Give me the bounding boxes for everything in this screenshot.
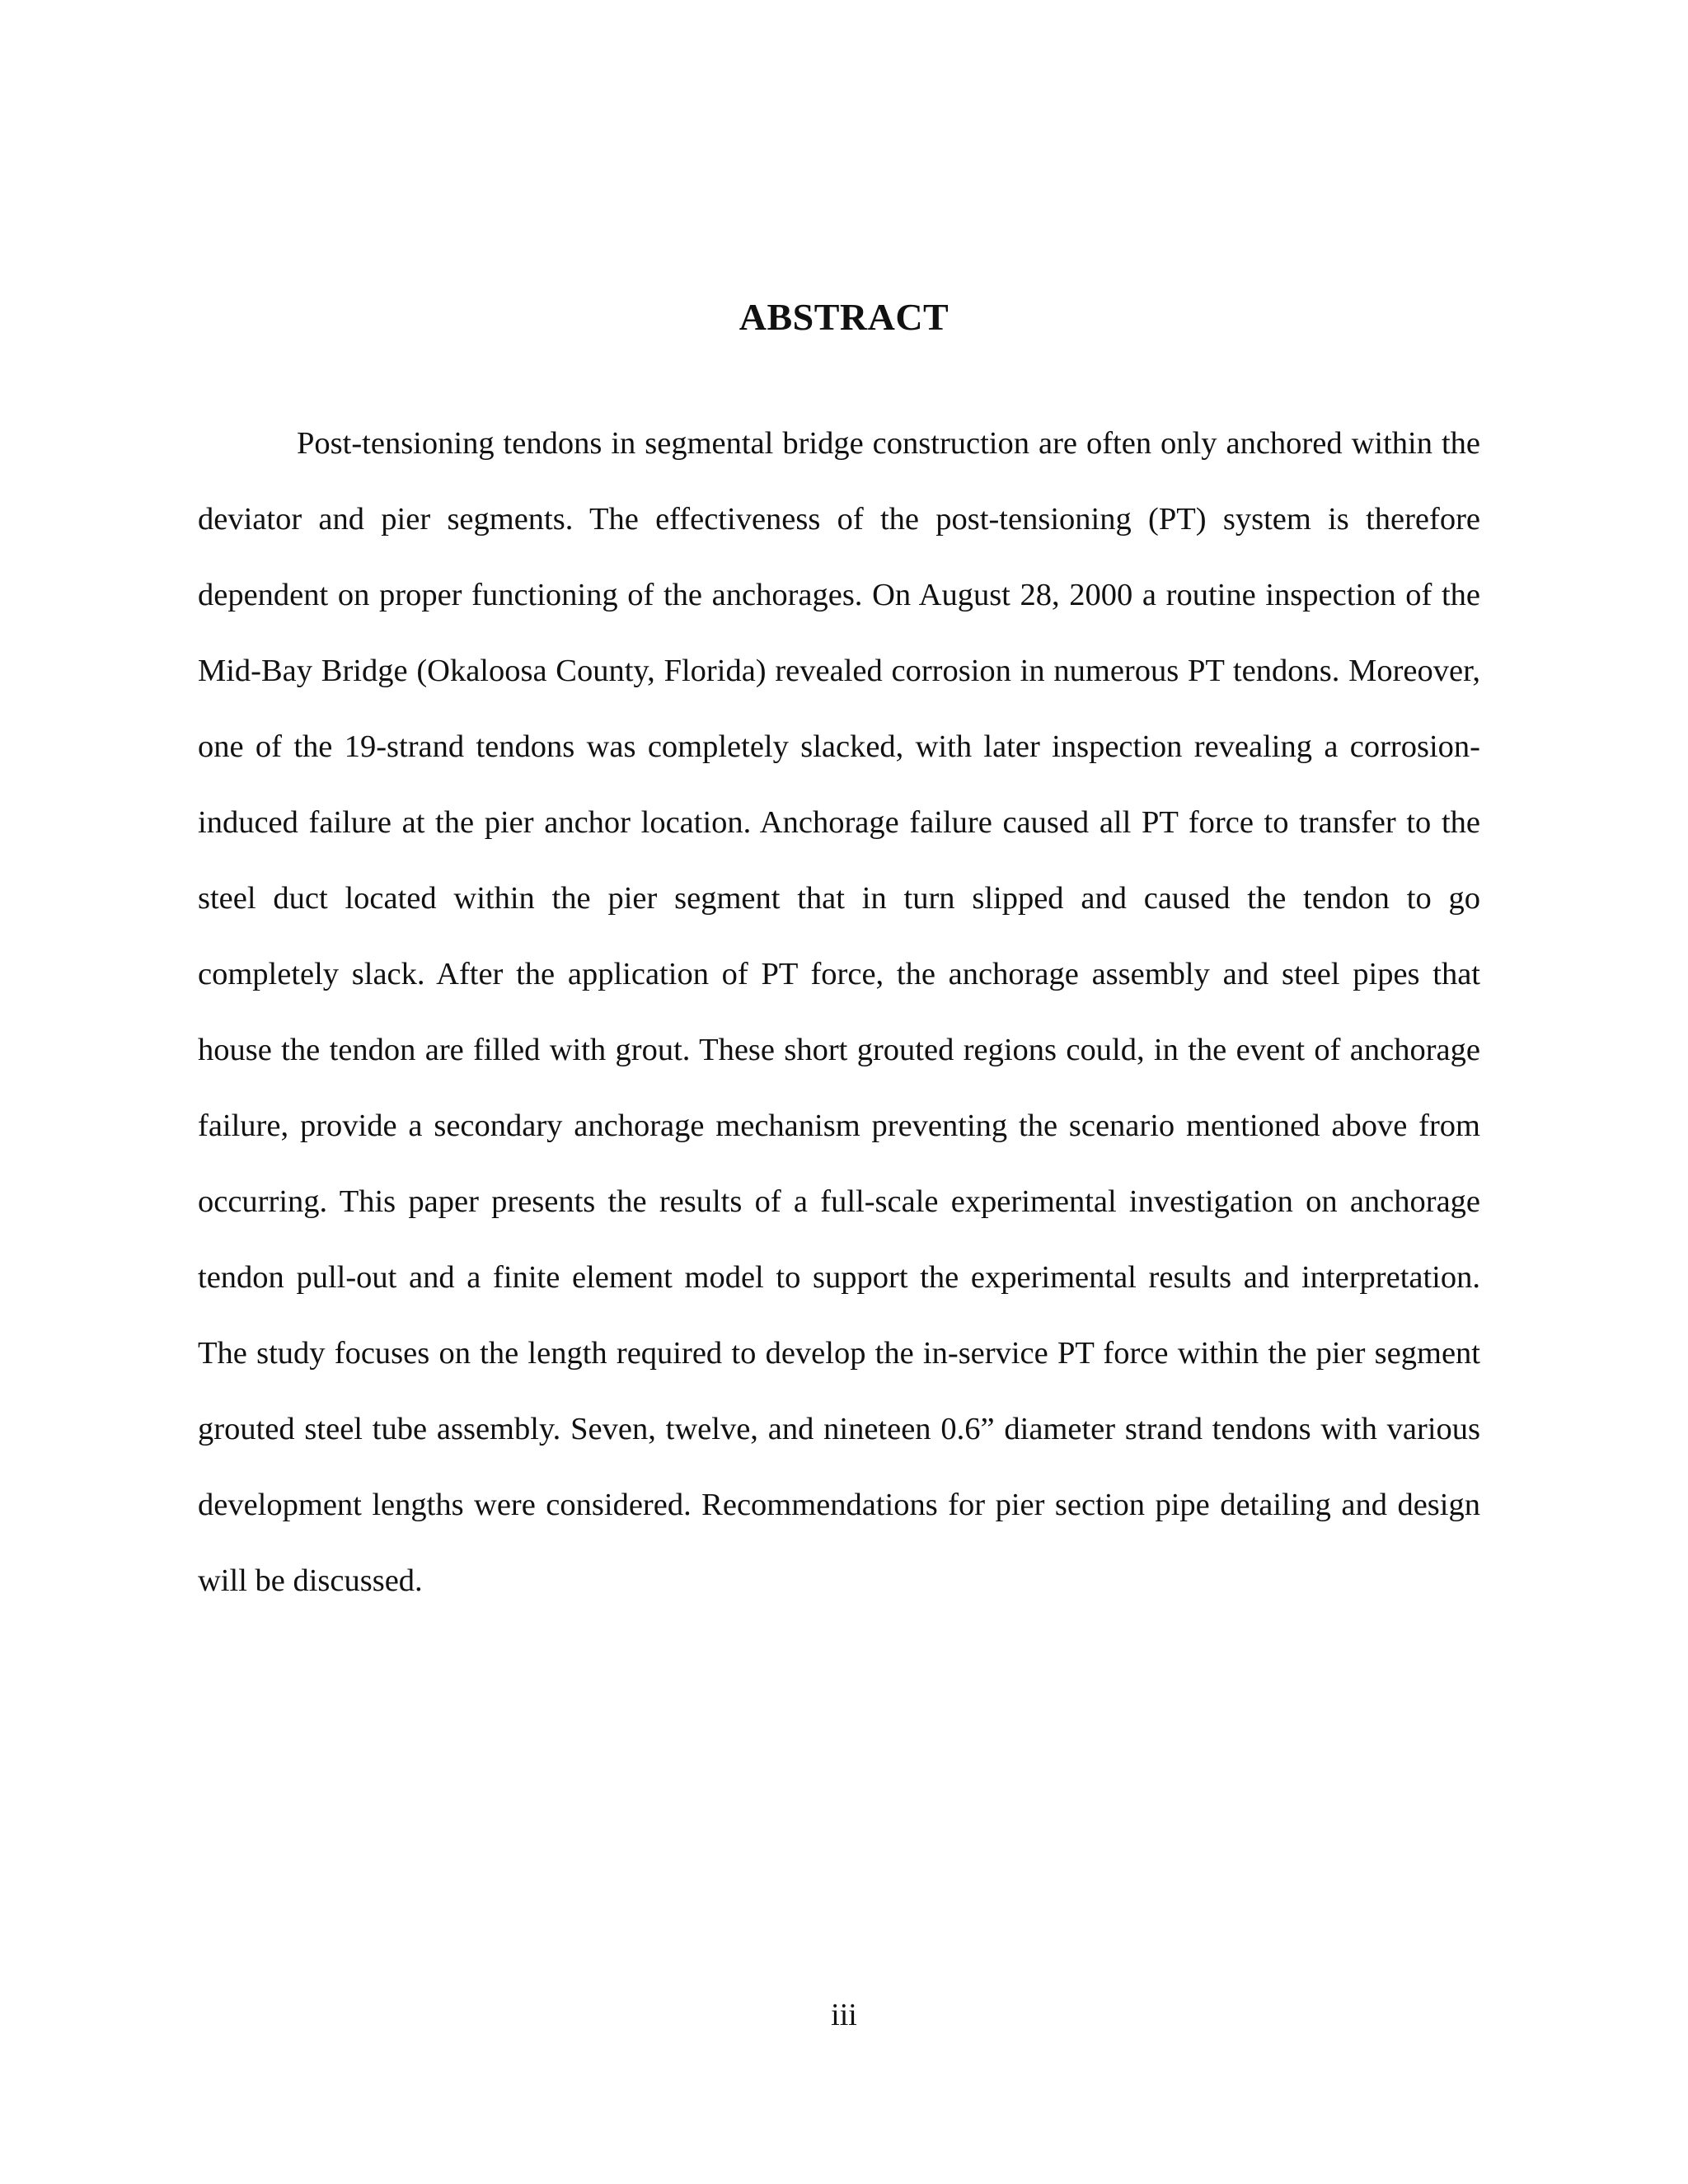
page-title: ABSTRACT — [738, 296, 950, 338]
abstract-paragraph: Post-tensioning tendons in segmental bridge construction are often only anchored within the deviator and pier segments. The effectiveness of the post-tensioning (PT) system is therefore dependent on proper functioning of the anchorages. On August 28, 2000 a routine inspection of the Mid-Bay Bridge (Okaloosa County, Florida) revealed corrosion in numerous PT tendons. Moreover, one of the 19-strand tendons was completely slacked, with later inspection revealing a corrosion-induced failure at the pier anchor location. Anchorage failure caused all PT force to transfer to the steel duct located within the pier segment that in turn slipped and caused the tendon to go completely slack. After the application of PT force, the anchorage assembly and steel pipes that house the tendon are filled with grout. These short grouted regions could, in the event of anchorage failure, provide a secondary anchorage mechanism preventing the scenario mentioned above from occurring. This paper presents the results of a full-scale experimental investigation on anchorage tendon pull-out and a finite element model to support the experimental results and interpretation. The study focuses on the length required to develop the in-service PT force within the pier segment grouted steel tube assembly. Seven, twelve, and nineteen 0.6” diameter strand tendons with various development lengths were considered. Recommendations for pier section pipe detailing and design will be discussed. — [198, 426, 1480, 1598]
page-number: iii — [831, 1998, 857, 2032]
